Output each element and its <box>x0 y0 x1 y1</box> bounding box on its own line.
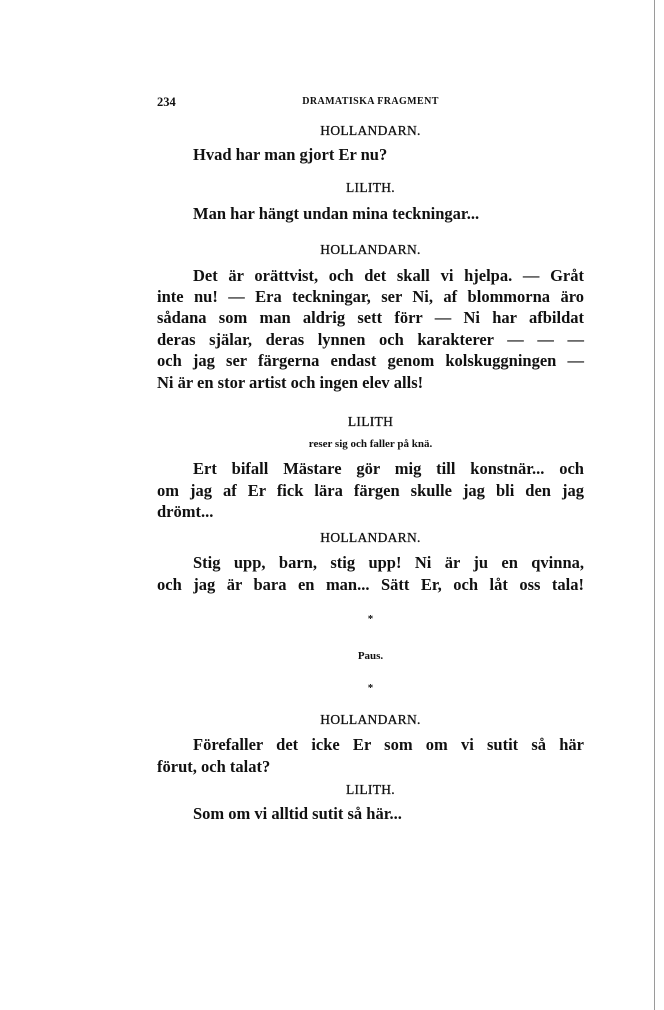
dialogue-line: Stig upp, barn, stig upp! Ni är ju en qvinna, <box>193 553 584 572</box>
dialogue-line: och jag ser färgerna endast genom kolskuggningen — <box>157 351 584 370</box>
speaker-name: HOLLANDARN. <box>320 123 421 138</box>
dialogue-line: inte nu! — Era teckningar, ser Ni, af blommorna äro <box>157 287 584 306</box>
dialogue-line: sådana som man aldrig sett förr — Ni har afbildat <box>157 308 584 327</box>
dialogue-line: förut, och talat? <box>157 757 271 776</box>
speaker-name: LILITH <box>347 414 394 429</box>
stage-direction-pause: Paus. <box>357 650 384 662</box>
speaker-name: HOLLANDARN. <box>320 712 421 727</box>
speaker-name: HOLLANDARN. <box>320 242 421 257</box>
dialogue-line: Ni är en stor artist och ingen elev alls! <box>157 373 424 392</box>
dialogue-line: Det är orättvist, och det skall vi hjelpa. — Gråt <box>193 266 584 285</box>
dialogue-line: Förefaller det icke Er som om vi sutit så här <box>193 735 584 754</box>
dialogue-line: och jag är bara en man... Sätt Er, och låt oss tala! <box>157 575 584 594</box>
dialogue-line: Ert bifall Mästare gör mig till konstnär... och <box>193 459 584 478</box>
speaker-name: HOLLANDARN. <box>320 530 421 545</box>
ornament-asterisk: * <box>367 613 374 625</box>
speaker-name: LILITH. <box>346 180 395 195</box>
dialogue-line: drömt... <box>157 502 214 521</box>
stage-direction: reser sig och faller på knä. <box>308 438 433 450</box>
dialogue-line: deras själar, deras lynnen och karakterer — — — <box>157 330 584 349</box>
page-number: 234 <box>157 95 176 109</box>
dialogue-line: Som om vi alltid sutit så här... <box>193 804 402 823</box>
ornament-asterisk: * <box>367 682 374 694</box>
page-edge-line <box>654 0 655 1010</box>
running-title: DRAMATISKA FRAGMENT <box>302 96 439 107</box>
dialogue-line: Man har hängt undan mina teckningar... <box>193 204 480 223</box>
dialogue-line: om jag af Er fick lära färgen skulle jag bli den jag <box>157 481 584 500</box>
speaker-name: LILITH. <box>346 782 395 797</box>
dialogue-line: Hvad har man gjort Er nu? <box>193 145 388 164</box>
